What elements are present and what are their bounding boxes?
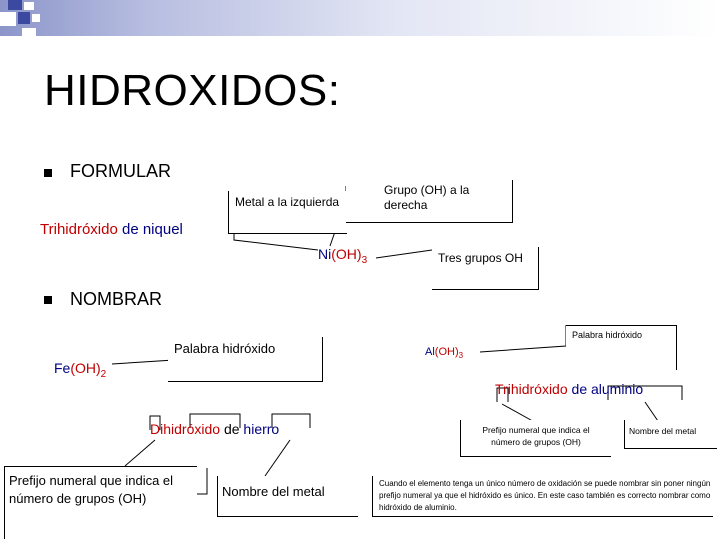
name-hydroxide: hidróxido	[510, 381, 568, 397]
formula-group: (OH)	[70, 360, 101, 376]
callout-text: Palabra hidróxido	[572, 330, 643, 340]
al-formula	[425, 346, 463, 360]
name-hydroxide: hidróxido	[163, 421, 221, 437]
callout-palabra-hidroxido-right	[566, 325, 677, 370]
callout-nombre-metal-right	[624, 420, 717, 449]
bullet-nombrar-label: NOMBRAR	[70, 289, 163, 309]
name-metal: hierro	[243, 421, 280, 437]
callout-nombre-metal-left	[217, 476, 358, 517]
name-hydroxide: hidróxido	[56, 221, 118, 238]
callout-note-unico	[372, 476, 713, 517]
name-prefix: Tri	[495, 381, 511, 397]
formular-compound-name	[40, 221, 183, 238]
al-compound-name	[495, 381, 643, 397]
callout-text: Nombre del metal	[222, 484, 325, 499]
name-de: de	[220, 421, 244, 437]
callout-text: Nombre del metal	[629, 426, 697, 436]
formula-metal: Fe	[54, 360, 71, 376]
fe-formula	[54, 360, 106, 380]
formula-subscript: 3	[361, 254, 368, 266]
name-metal: de aluminio	[567, 381, 644, 397]
slide-title: HIDROXIDOS:	[44, 66, 341, 115]
formula-subscript: 3	[458, 351, 464, 361]
formula-group: (OH)	[434, 346, 459, 358]
name-metal: de niquel	[117, 221, 183, 238]
callout-palabra-hidroxido-left	[168, 337, 323, 382]
callout-text: Prefijo numeral que indica el número de grupos (OH)	[482, 425, 590, 447]
callout-prefijo-numeral-left	[4, 466, 197, 539]
formula-metal: Ni	[318, 246, 332, 262]
callout-text: Palabra hidróxido	[174, 341, 276, 356]
callout-grupo-derecha	[346, 180, 513, 223]
callout-text: Tres grupos OH	[438, 251, 523, 265]
callout-text: Prefijo numeral que indica el número de grupos (OH)	[9, 473, 174, 506]
callout-text: Grupo (OH) a la derecha	[384, 183, 470, 212]
callout-text: Metal a la izquierda	[235, 195, 340, 209]
bullet-formular-label: FORMULAR	[70, 161, 172, 181]
fe-compound-name	[150, 421, 279, 437]
formula-metal: Al	[425, 346, 435, 358]
callout-metal-izquierda	[228, 191, 347, 234]
formular-formula	[318, 246, 367, 266]
callout-text: Cuando el elemento tenga un único número de oxidación se puede nombrar sin poner ningún prefijo numeral ya que el hidróxido es único. En este caso también es correcto nombrar como hidróxido de aluminio.	[379, 479, 711, 512]
formula-group: (OH)	[331, 246, 362, 262]
callout-tres-grupos	[432, 247, 539, 290]
formula-subscript: 2	[100, 368, 107, 380]
name-prefix: Tri	[40, 221, 57, 238]
name-prefix: Di	[150, 421, 164, 437]
callout-prefijo-numeral-right	[460, 420, 611, 457]
